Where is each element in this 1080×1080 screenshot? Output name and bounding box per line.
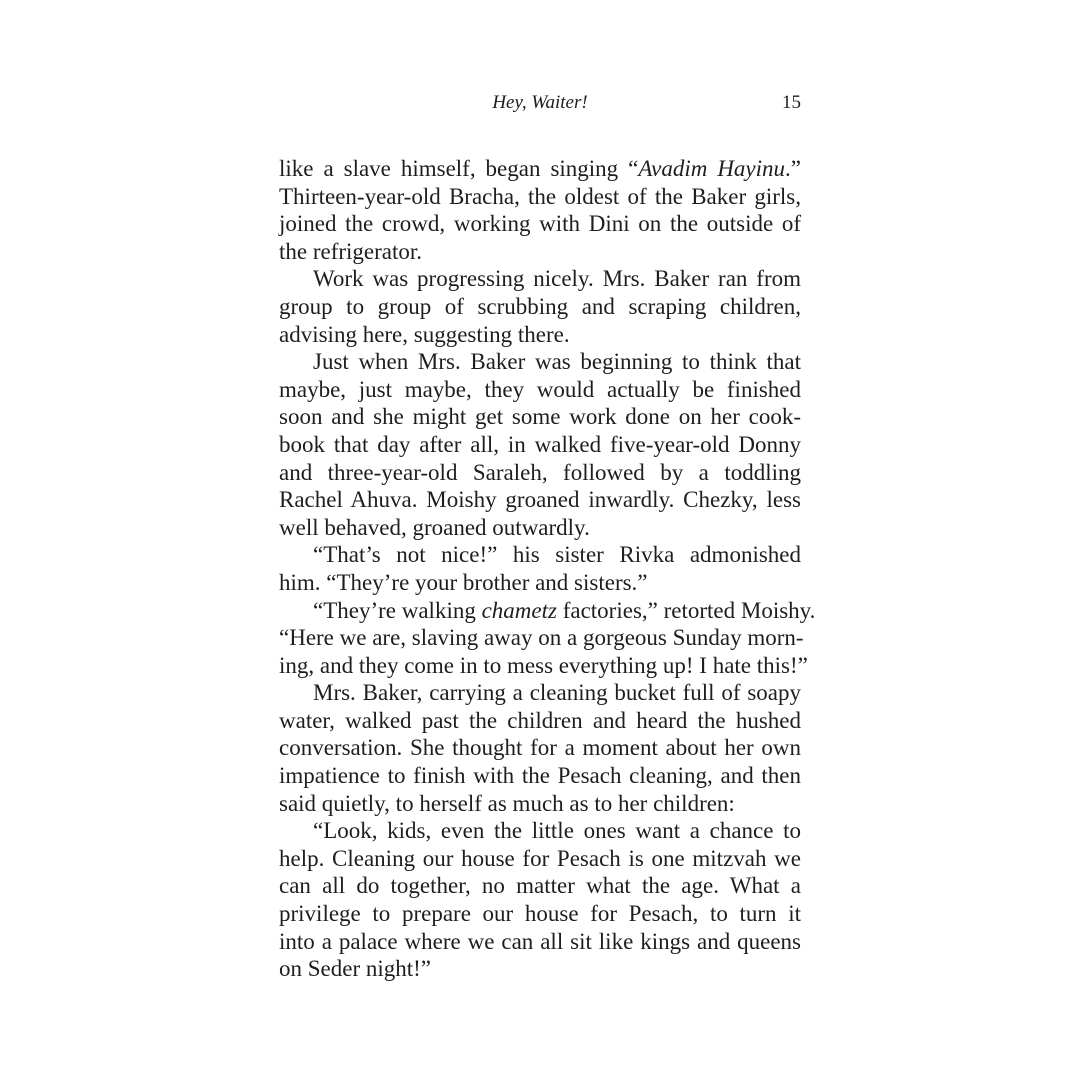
paragraph [279, 348, 801, 541]
text-line: “That’s not nice!” his sister Rivka admonished [313, 542, 801, 568]
body-text [279, 155, 816, 983]
text-line: said quietly, to herself as much as to her children: [279, 790, 735, 816]
paragraph [279, 541, 801, 596]
text-line [279, 155, 801, 183]
text-line: advising here, suggesting there. [279, 321, 570, 347]
text-line: can all do together, no matter what the age. What a [279, 873, 801, 899]
text-line: Just when Mrs. Baker was beginning to think that [313, 349, 801, 375]
running-title: Hey, Waiter! [492, 92, 588, 113]
text-line: water, walked past the children and heard the hushed [279, 707, 801, 733]
text-line: “Look, kids, even the little ones want a chance to [313, 818, 801, 844]
paragraph [279, 817, 801, 983]
text-line: well behaved, groaned outwardly. [279, 514, 590, 540]
text-line: joined the crowd, working with Dini on the outside of [279, 211, 801, 237]
text-line: into a palace where we can all sit like kings and queens [279, 928, 801, 954]
text-line: Rachel Ahuva. Moishy groaned inwardly. Chezky, less [279, 487, 801, 513]
running-header [279, 90, 801, 116]
text-line: privilege to prepare our house for Pesach, to turn it [279, 901, 801, 927]
text-line: conversation. She thought for a moment about her own [279, 735, 801, 761]
text-line: on Seder night!” [279, 956, 432, 982]
paragraph [279, 679, 801, 817]
paragraph [279, 597, 816, 680]
text-run: factories,” retorted Moishy. [556, 597, 816, 623]
text-line: soon and she might get some work done on her cook- [279, 404, 801, 430]
text-line: book that day after all, in walked five-year-old Donny [279, 431, 801, 457]
text-line: group to group of scrubbing and scraping children, [279, 293, 801, 319]
text-line: ing, and they come in to mess everything up! I hate this!” [279, 652, 808, 678]
italic-run: Avadim Hayinu [638, 156, 786, 181]
text-line: and three-year-old Saraleh, followed by a toddling [279, 459, 801, 485]
italic-run: chametz [481, 597, 557, 623]
paragraph [279, 265, 801, 348]
text-line: help. Cleaning our house for Pesach is one mitzvah we [279, 845, 801, 871]
text-line [279, 597, 816, 625]
text-line: Work was progressing nicely. Mrs. Baker ran from [313, 266, 801, 292]
text-line: Mrs. Baker, carrying a cleaning bucket full of soapy [313, 680, 801, 706]
text-run: “They’re walking [313, 597, 482, 623]
text-line: impatience to finish with the Pesach cleaning, and then [279, 763, 801, 789]
text-line: him. “They’re your brother and sisters.” [279, 569, 648, 595]
text-run: like a slave himself, began singing “ [279, 156, 639, 181]
text-line: maybe, just maybe, they would actually be finished [279, 376, 801, 402]
text-line: Thirteen-year-old Bracha, the oldest of the Baker girls, [279, 183, 801, 209]
text-run: .” [785, 156, 801, 181]
page-number: 15 [782, 92, 801, 113]
paragraph [279, 155, 801, 265]
text-line: “Here we are, slaving away on a gorgeous Sunday morn- [279, 625, 804, 651]
text-line: the refrigerator. [279, 238, 423, 264]
